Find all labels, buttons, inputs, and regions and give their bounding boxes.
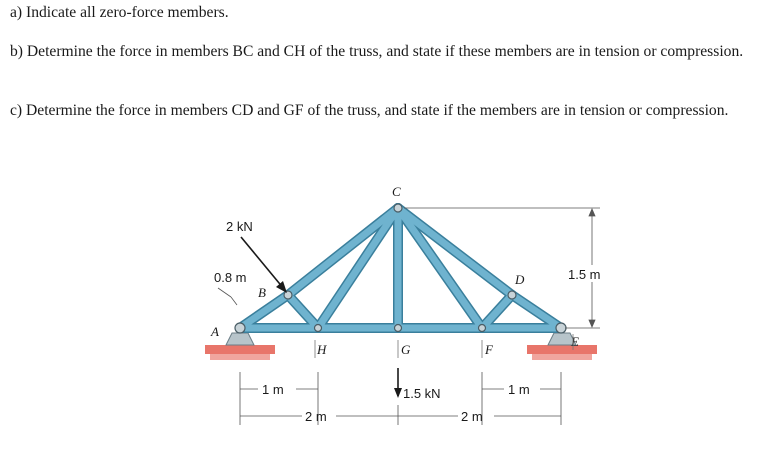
right-support: [527, 333, 597, 360]
dim-1m-left: 1 m: [262, 382, 284, 397]
label-a: A: [211, 324, 219, 339]
pin-e: [556, 323, 566, 333]
label-d: D: [515, 272, 525, 287]
pin-a: [235, 323, 245, 333]
load-1-5kn-arrow: [394, 368, 402, 398]
dim-2m-right: 2 m: [461, 409, 483, 424]
label-g: G: [401, 342, 411, 357]
pin-h: [315, 325, 322, 332]
question-b: b) Determine the force in members BC and CH of the truss, and state if these members are in tension or compression.: [10, 43, 744, 60]
pin-f: [479, 325, 486, 332]
dim-lines-bottom: [240, 372, 561, 425]
label-h: H: [317, 342, 327, 357]
dim-2m-left: 2 m: [305, 409, 327, 424]
dim-0-8m: 0.8 m: [214, 270, 247, 285]
label-c: C: [392, 184, 401, 199]
load-1-5kn-label: 1.5 kN: [403, 386, 441, 401]
question-a: a) Indicate all zero-force members.: [10, 4, 229, 21]
pin-d: [508, 291, 516, 299]
pin-c: [394, 204, 402, 212]
label-e: E: [571, 334, 579, 349]
dim-1m-right: 1 m: [508, 382, 530, 397]
question-c: c) Determine the force in members CD and GF of the truss, and state if the members are in tension or compression.: [10, 102, 729, 119]
pin-b: [284, 291, 292, 299]
pin-g: [395, 325, 402, 332]
load-2kn-label: 2 kN: [226, 219, 253, 234]
label-f: F: [485, 342, 493, 357]
dim-1-5m: 1.5 m: [568, 267, 601, 282]
label-b: B: [258, 285, 266, 300]
